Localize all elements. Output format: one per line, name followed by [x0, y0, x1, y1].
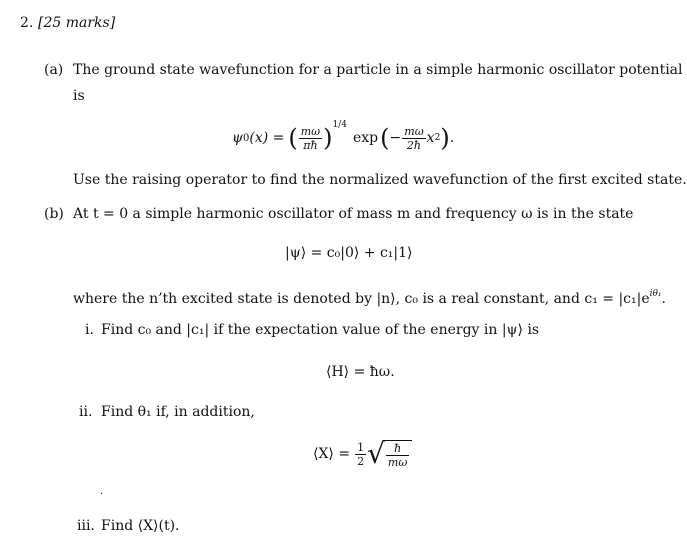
where-text: where the n’th excited state is denoted by |n⟩, c₀ is a real constant, and c₁ = |c₁|e	[73, 291, 650, 307]
half-denominator: 2	[357, 454, 365, 468]
part-b-intro: At t = 0 a simple harmonic oscillator of mass m and frequency ω is in the state	[73, 206, 634, 222]
prefactor-fraction	[299, 126, 322, 151]
exp-right-paren: )	[440, 124, 450, 152]
equation-period: .	[449, 130, 455, 146]
sub-ii-text: Find θ₁ if, in addition,	[101, 404, 255, 420]
state-equation: |ψ⟩ = c₀|0⟩ + c₁|1⟩	[285, 245, 413, 261]
sub-i-label: i.	[85, 322, 94, 338]
part-a-instruction: Use the raising operator to find the normalized wavefunction of the first excited state.	[73, 172, 687, 188]
psi-subscript: 0	[242, 132, 250, 144]
right-paren: )	[323, 124, 333, 152]
stray-dot: .	[100, 486, 104, 497]
sub-iii-label: iii.	[77, 518, 95, 534]
sub-i-text: Find c₀ and |c₁| if the expectation value of the energy in |ψ⟩ is	[101, 322, 540, 338]
part-b-where-line	[73, 289, 666, 307]
prefactor-exponent: 1/4	[332, 120, 347, 130]
phase-exponent: iθ₁	[649, 289, 662, 299]
part-a-text-line2: is	[73, 88, 85, 104]
half-numerator: 1	[357, 440, 365, 454]
root-denominator: mω	[387, 456, 408, 469]
question-number: 2.	[20, 15, 34, 31]
part-a-text-line1: The ground state wavefunction for a particle in a simple harmonic oscillator potential	[73, 62, 683, 78]
left-paren: (	[288, 124, 298, 152]
psi-symbol: ψ	[232, 130, 243, 146]
prefactor-numerator: mω	[300, 124, 321, 138]
exp-word: exp	[353, 130, 379, 146]
x-power: 2	[434, 133, 441, 143]
sub-iii-text: Find ⟨X⟩(t).	[101, 518, 180, 534]
question-marks: [25 marks]	[38, 15, 116, 31]
minus-sign: −	[389, 130, 402, 146]
x-variable: x	[426, 130, 435, 146]
prefactor-denominator: πħ	[303, 138, 318, 152]
sub-ii-label: ii.	[79, 404, 93, 420]
root-fraction	[386, 443, 409, 468]
exponent-denominator: 2ħ	[406, 138, 422, 152]
position-equation	[313, 432, 412, 476]
part-b-label: (b)	[44, 206, 64, 222]
exponent-numerator: mω	[404, 124, 424, 138]
square-root	[367, 437, 412, 470]
exponent-fraction	[402, 126, 425, 151]
part-a-label: (a)	[44, 62, 64, 78]
radical-sign: √	[367, 437, 385, 470]
ground-state-equation	[232, 118, 454, 158]
where-period: .	[661, 291, 666, 307]
root-numerator: ħ	[386, 443, 409, 456]
position-lhs: ⟨X⟩ =	[313, 446, 351, 462]
energy-equation: ⟨H⟩ = ħω.	[326, 364, 395, 380]
psi-argument: (x) =	[249, 130, 285, 146]
exp-left-paren: (	[380, 124, 390, 152]
half-fraction	[355, 442, 366, 467]
